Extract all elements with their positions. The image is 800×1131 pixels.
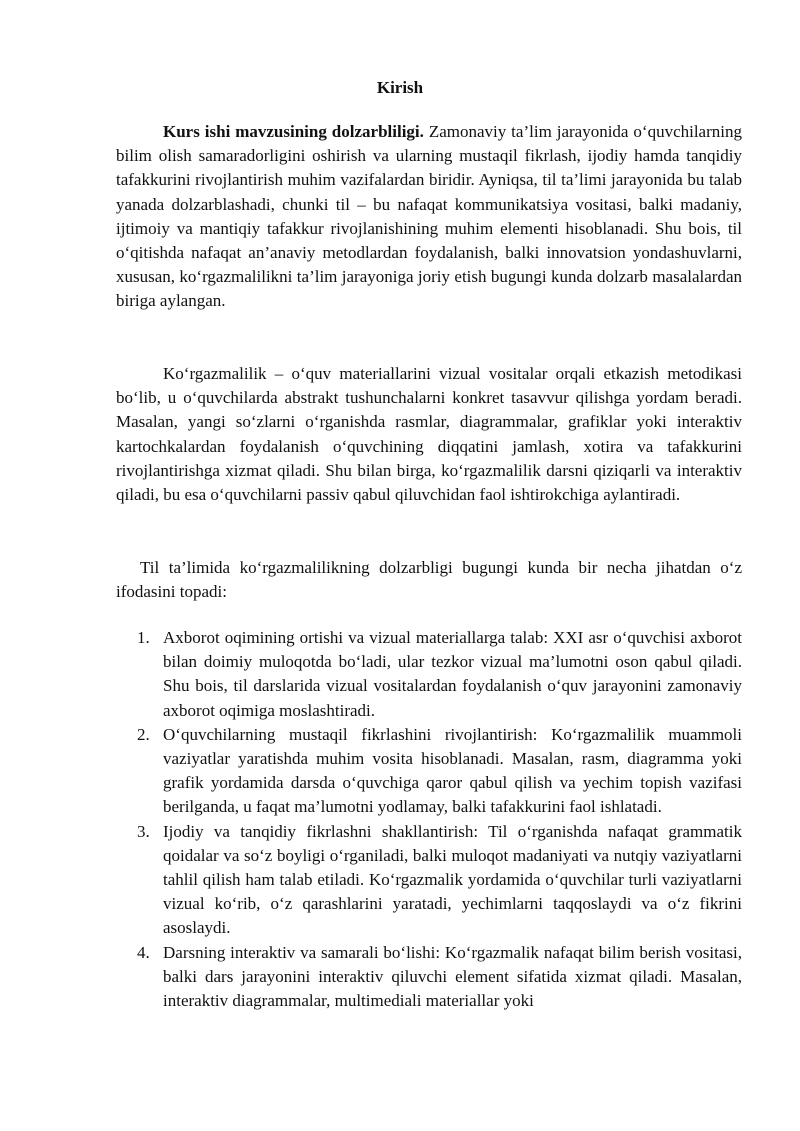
list-item-text: Axborot oqimining ortishi va vizual materiallarga talab: XXI asr o‘quvchisi axborot bilan doimiy muloqotda bo‘ladi, ular tezkor vizual ma’lumotni oson qabul qiladi. Shu bois, til darslarida vizual vositalardan foydalanish o‘quv jarayonini zamonaviy axborot oqimiga moslashtiradi. [163,628,742,720]
list-item [116,723,742,820]
paragraph-text: Ko‘rgazmalilik – o‘quv materiallarini vizual vositalar orqali etkazish metodikasi bo‘lib, u o‘quvchilarda abstrakt tushunchalarni konkret tasavvur qilishga yordam beradi. Masalan, yangi so‘zlarni o‘rganishda rasmlar, diagrammalar, grafiklar yoki interaktiv kartochkalardan foydalanish o‘quvchining diqqatini jamlash, xotira va tafakkurini rivojlantirishga xizmat qiladi. Shu bilan birga, ko‘rgazmalilik darsni qiziqarli va interaktiv qiladi, bu esa o‘quvchilarni passiv qabul qiluvchidan faol ishtirokchiga aylantiradi. [116,364,742,505]
list-item-text: O‘quvchilarning mustaqil fikrlashini rivojlantirish: Ko‘rgazmalilik muammoli vaziyatlar yaratishda muhim vosita hisoblanadi. Masalan, rasm, diagramma yoki grafik yordamida darsda o‘quvchiga qaror qabul qilish va yechim topish vazifasi berilganda, u faqat ma’lumotni yodlamay, balki tafakkurini faol ishlatadi. [163,724,742,817]
paragraph-visual-aids [116,362,742,507]
paragraph-text: Zamonaviy ta’lim jarayonida o‘quvchilarning bilim olish samaradorligini oshirish va ularning mustaqil fikrlash, ijodiy hamda tanqidiy tafakkurini rivojlantirish muhim vazifalardan biridir. Ayniqsa, til ta’limi jarayonida bu talab yanada dolzarblashadi, chunki til – bu nafaqat kommunikatsiya vositasi, balki madaniy, ijtimoiy va mantiqiy tafakkur rivojlanishining muhim elementi hisoblanadi. Shu bois, til o‘qitishda nafaqat an’anaviy metodlardan foydalanish, balki innovatsion yondashuvlarni, xususan, ko‘rgazmalilikni ta’lim jarayoniga joriy etish bugungi kunda dolzarb masalalardan biriga aylangan. [116,122,742,311]
list-item-number: 3. [137,821,150,841]
list-item-number: 2. [137,724,150,744]
list-item-text: Ijodiy va tanqidiy fikrlashni shakllantirish: Til o‘rganishda nafaqat grammatik qoidalar va so‘z boyligi o‘rganiladi, balki muloqot madaniyati va nutqiy vaziyatlarni tahlil qilish ham talab etiladi. Ko‘rgazmalik yordamida o‘quvchilar turli vaziyatlarni vizual ko‘rib, o‘z qarashlarini yaratadi, yechimlarni taqqoslaydi va o‘z fikrini asoslaydi. [163,821,742,938]
list-item-number: 4. [137,942,150,962]
paragraph-list-intro [116,556,742,604]
list-item [116,820,742,941]
list-item [116,626,742,723]
paragraph-lead: Kurs ishi mavzusining dolzarbliligi. [163,122,424,141]
page-title: Kirish [376,78,424,97]
numbered-list [116,626,742,1013]
list-item [116,941,742,1014]
paragraph-relevance [116,120,742,314]
list-item-number: 1. [137,628,150,647]
paragraph-text: Til ta’limida ko‘rgazmalilikning dolzarbligi bugungi kunda bir necha jihatdan o‘z ifodasini topadi: [116,558,742,602]
list-item-text: Darsning interaktiv va samarali bo‘lishi: Ko‘rgazmalik nafaqat bilim berish vositasi, balki dars jarayonini interaktiv qiluvchi element sifatida xizmat qiladi. Masalan, interaktiv diagrammalar, multimediali materiallar yoki [163,942,742,1011]
